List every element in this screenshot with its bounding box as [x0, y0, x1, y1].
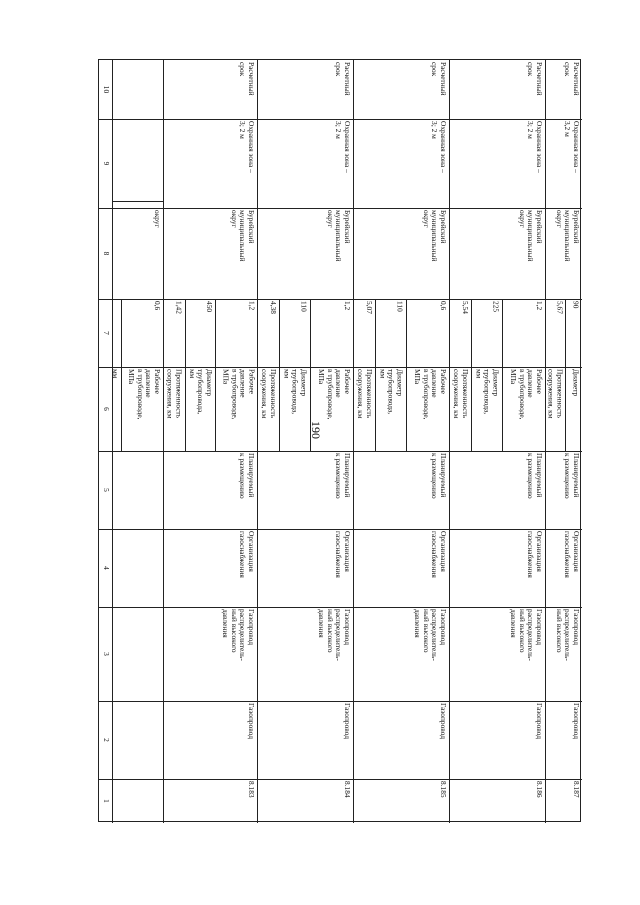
data-table: [98, 59, 581, 822]
row-3-name: Газопровод распределитель- ный высокого давления: [413, 609, 448, 661]
row-5-param-value-2: 90: [571, 301, 581, 309]
row-3-param-label-2: Диаметр трубопровода, мм: [378, 369, 405, 415]
row-1-param-value-3: 1,2: [246, 301, 256, 311]
column-number-9: 9: [102, 161, 111, 166]
row-4-district: Бурейский муниципальный округ: [517, 210, 544, 262]
row-2-type: Газопровод: [343, 703, 352, 739]
row-2-param-label-2: Диаметр трубопровода, мм: [282, 369, 309, 415]
row-4-purpose: Организация газоснабжения: [526, 531, 544, 578]
row-3-district: Бурейский муниципальный округ: [421, 210, 448, 262]
row-4-param-label-1: Протяженность сооружения, км: [452, 369, 471, 419]
row-1-name: Газопровод распределитель- ный высокого давления: [221, 609, 256, 661]
row-4-term: Расчетный срок: [526, 62, 544, 96]
row-4-name: Газопровод распределитель- ный высокого давления: [509, 609, 544, 661]
row-3-param-label-3: Рабочее давление в трубопроводе, МПа: [413, 369, 448, 420]
row-1-param-label-1: Протяженность сооружения, км: [166, 369, 184, 419]
row-3-zone: Охранная зона – 3; 2 м: [430, 121, 448, 173]
column-number-6: 6: [102, 407, 111, 411]
carryover-district-tail: округ: [153, 210, 162, 228]
row-4-param-value-2: 225: [491, 301, 501, 313]
row-5-name: Газопровод распределитель- ный высокого: [554, 609, 581, 661]
row-4-type: Газопровод: [535, 703, 544, 739]
column-number-2: 2: [102, 738, 111, 742]
carryover-param-tail: мм: [111, 369, 120, 379]
row-1-param-value-2: 450: [204, 301, 214, 313]
row-5-param-label-1: Протяженность сооружения, км: [546, 369, 565, 419]
row-3-param-value-3: 0,6: [438, 301, 448, 311]
row-1-term: Расчетный срок: [238, 62, 256, 96]
row-1-purpose: Организация газоснабжения: [238, 531, 256, 578]
row-3-type: Газопровод: [439, 703, 448, 739]
row-5-param-label-2: Диаметр: [571, 369, 581, 397]
row-3-param-value-2: 110: [395, 301, 405, 312]
row-2-district: Бурейский муниципальный округ: [325, 210, 352, 262]
row-2-param-value-3: 1,2: [342, 301, 352, 311]
row-3-param-value-1: 5,07: [365, 301, 375, 314]
row-5-term: Расчетный срок: [563, 62, 581, 96]
column-number-1: 1: [102, 799, 111, 803]
row-3-status: Планируемый к размещению: [430, 453, 448, 499]
row-1-status: Планируемый к размещению: [238, 453, 256, 499]
row-4-status: Планируемый к размещению: [526, 453, 544, 499]
row-1-param-label-3: Рабочее давление в трубопроводе, МПа: [221, 369, 256, 420]
row-2-param-value-1: 4,38: [269, 301, 279, 314]
page-number: 190: [309, 421, 323, 439]
row-1-type: Газопровод: [247, 703, 256, 739]
row-4-param-value-1: 5,54: [461, 301, 471, 314]
row-5-district: Бурейский муниципальный округ: [554, 210, 581, 262]
carryover-pressure-label: Рабочее давление в трубопроводе, МПа: [127, 369, 162, 420]
row-3-term: Расчетный срок: [430, 62, 448, 96]
row-5-status: Планируемый к размещению: [563, 453, 581, 499]
carryover-pressure-value: 0,6: [153, 301, 162, 311]
row-5-number: 8.187: [572, 781, 581, 798]
column-number-10: 10: [102, 85, 111, 94]
row-2-param-label-1: Протяженность сооружения, км: [260, 369, 279, 419]
row-1-param-value-1: 1,42: [174, 301, 184, 314]
row-3-number: 8.185: [439, 781, 448, 798]
row-1-number: 8.183: [247, 781, 256, 798]
row-2-param-label-3: Рабочее давление в трубопроводе, МПа: [317, 369, 352, 420]
row-2-status: Планируемый к размещению: [334, 453, 352, 499]
row-2-purpose: Организация газоснабжения: [334, 531, 352, 578]
row-2-number: 8.184: [343, 781, 352, 798]
column-number-7: 7: [102, 331, 111, 335]
row-4-number: 8.186: [535, 781, 544, 798]
row-2-term: Расчетный срок: [334, 62, 352, 96]
row-5-zone: Охранная зона – 3,2 м: [563, 121, 581, 173]
row-2-param-value-2: 110: [299, 301, 309, 312]
column-number-5: 5: [102, 488, 111, 492]
row-1-param-label-2: Диаметр трубопровода, мм: [187, 369, 214, 415]
row-5-purpose: Организация газоснабжения: [563, 531, 581, 578]
column-number-4: 4: [102, 566, 111, 570]
row-1-zone: Охранная зона – 3; 2 м: [238, 121, 256, 173]
column-number-3: 3: [102, 652, 111, 656]
column-number-8: 8: [102, 251, 111, 256]
row-4-param-label-2: Диаметр трубопровода, мм: [474, 369, 501, 415]
row-2-zone: Охранная зона – 3; 2 м: [334, 121, 352, 173]
row-4-param-value-3: 1,2: [534, 301, 544, 311]
row-1-district: Бурейский муниципальный округ: [229, 210, 256, 262]
row-3-purpose: Организация газоснабжения: [430, 531, 448, 578]
row-4-param-label-3: Рабочее давление в трубопроводе, МПа: [509, 369, 544, 420]
row-5-type: Газопровод: [572, 703, 581, 739]
row-3-param-label-1: Протяженность сооружения, км: [356, 369, 375, 419]
row-2-name: Газопровод распределитель- ный высокого давления: [317, 609, 352, 661]
row-4-zone: Охранная зона – 3; 2 м: [526, 121, 544, 173]
table-rule: [112, 201, 163, 202]
row-5-param-value-1: 5,67: [555, 301, 565, 314]
